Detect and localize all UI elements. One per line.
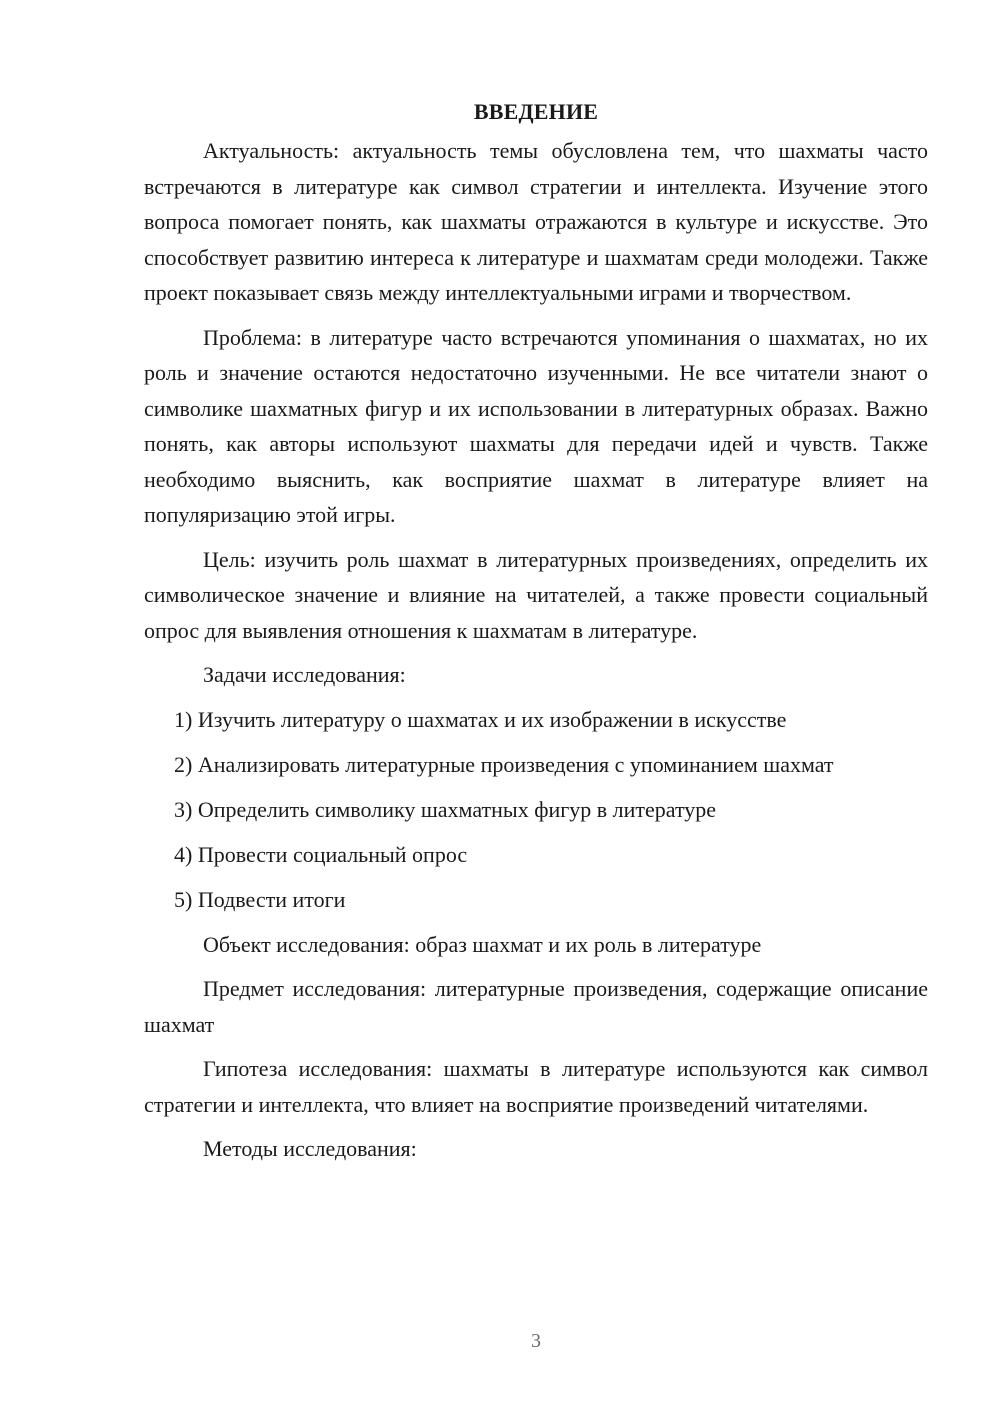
object-paragraph: Объект исследования: образ шахмат и их роль в литературе (203, 931, 762, 957)
problem-paragraph: Проблема: в литературе часто встречаются упоминания о шахматах, но их роль и значение остаются недостаточно изученными. Не все читатели знают о символике шахматных фигур и их использовании в литературных образах. Важно понять, как авторы используют шахматы для передачи идей и чувств. Также необходимо выяснить, как восприятие шахмат в литературе влияет на популяризацию этой игры. (144, 324, 928, 527)
section-title: ВВЕДЕНИЕ (473, 99, 599, 124)
goal-paragraph: Цель: изучить роль шахмат в литературных произведениях, определить их символическое значение и влияние на читателей, а также провести социальный опрос для выявления отношения к шахматам в литературе. (144, 546, 928, 643)
tasks-heading: Задачи исследования: (203, 662, 406, 687)
task-item: 5) Подвести итоги (174, 886, 346, 912)
methods-heading: Методы исследования: (203, 1136, 417, 1161)
task-item: 2) Анализировать литературные произведения с упоминанием шахмат (174, 751, 834, 777)
task-item: 4) Провести социальный опрос (174, 841, 468, 867)
task-item: 3) Определить символику шахматных фигур в литературе (174, 796, 717, 822)
subject-paragraph: Предмет исследования: литературные произведения, содержащие описание шахмат (144, 976, 928, 1037)
page-number: 3 (531, 1330, 541, 1352)
task-item: 1) Изучить литературу о шахматах и их изображении в искусстве (174, 706, 787, 732)
hypothesis-paragraph: Гипотеза исследования: шахматы в литературе используются как символ стратегии и интеллекта, что влияет на восприятие произведений читателями. (144, 1056, 928, 1117)
page-content (144, 94, 928, 1176)
relevance-paragraph: Актуальность: актуальность темы обусловлена тем, что шахматы часто встречаются в литературе как символ стратегии и интеллекта. Изучение этого вопроса помогает понять, как шахматы отражаются в культуре и искусстве. Это способствует развитию интереса к литературе и шахматам среди молодежи. Также проект показывает связь между интеллектуальными играми и творчеством. (144, 138, 928, 305)
